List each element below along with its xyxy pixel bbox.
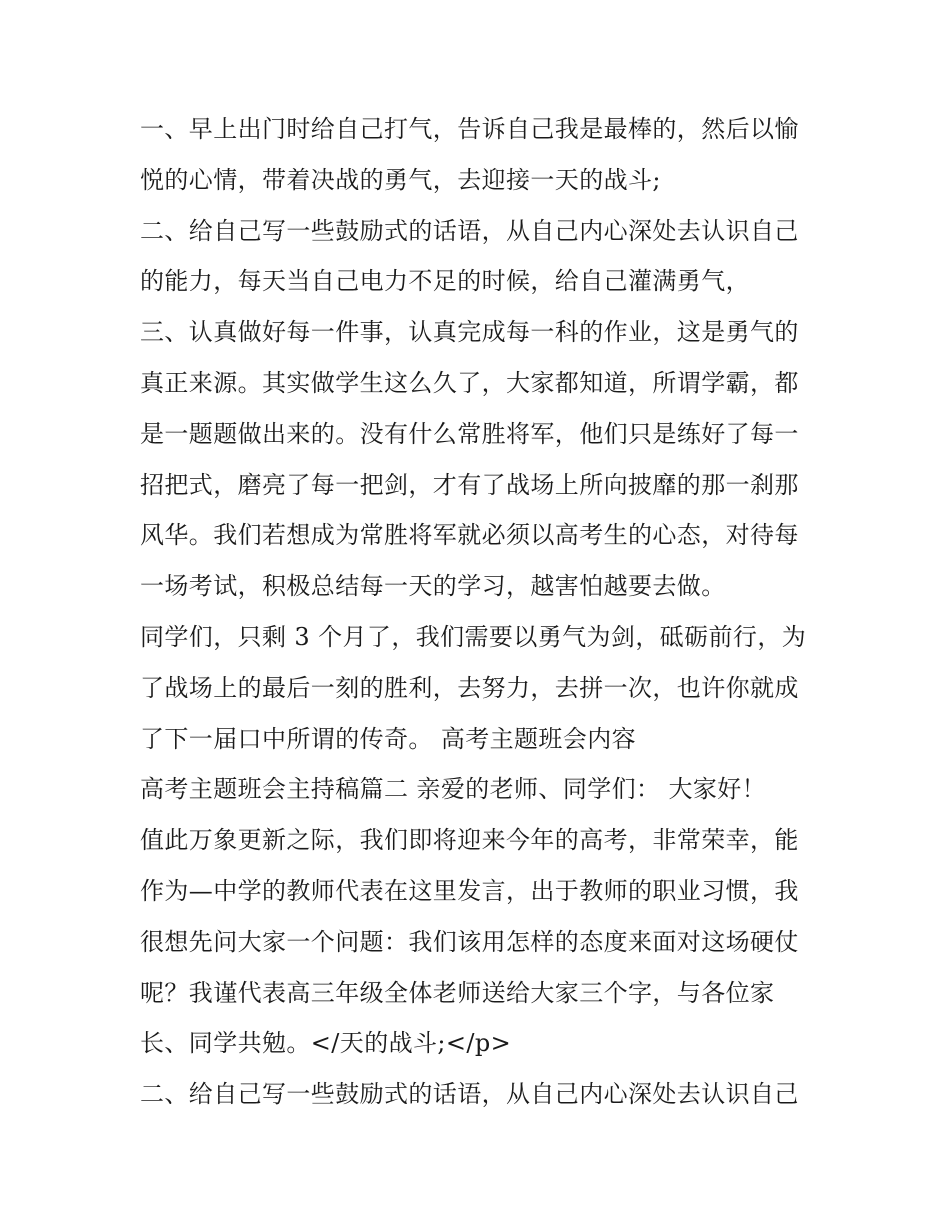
text-line: 悦的心情，带着决战的勇气，去迎接一天的战斗; — [140, 165, 661, 194]
text-line: 的能力，每天当自己电力不足的时候，给自己灌满勇气， — [140, 267, 750, 296]
text-line: 风华。我们若想成为常胜将军就必须以高考生的心态，对待每 — [140, 521, 799, 550]
text-line: 一场考试，积极总结每一天的学习，越害怕越要去做。 — [140, 572, 726, 601]
text-line: 真正来源。其实做学生这么久了，大家都知道，所谓学霸，都 — [140, 368, 799, 397]
text-line: 很想先问大家一个问题：我们该用怎样的态度来面对这场硬仗 — [140, 927, 799, 956]
text-line: 二、给自己写一些鼓励式的话语，从自己内心深处去认识自己 — [140, 1080, 799, 1109]
text-line: 了战场上的最后一刻的胜利，去努力，去拼一次，也许你就成 — [140, 673, 799, 702]
text-line: 高考主题班会主持稿篇二 亲爱的老师、同学们： 大家好！ — [140, 775, 767, 804]
text-line: 了下一届口中所谓的传奇。 高考主题班会内容 — [140, 724, 637, 753]
text-line: 同学们，只剩 3 个月了，我们需要以勇气为剑，砥砺前行，为 — [140, 622, 807, 651]
text-line: 一、早上出门时给自己打气，告诉自己我是最棒的，然后以愉 — [140, 115, 799, 143]
text-line: 是一题题做出来的。没有什么常胜将军，他们只是练好了每一 — [140, 419, 799, 448]
text-line: 三、认真做好每一件事，认真完成每一科的作业，这是勇气的 — [140, 318, 799, 347]
text-line: 长、同学共勉。</天的战斗;</p> — [140, 1029, 512, 1058]
text-line: 招把式，磨亮了每一把剑，才有了战场上所向披靡的那一刹那 — [140, 470, 799, 499]
text-line: 作为—中学的教师代表在这里发言，出于教师的职业习惯，我 — [140, 876, 799, 905]
text-line: 二、给自己写一些鼓励式的话语，从自己内心深处去认识自己 — [140, 216, 799, 245]
text-line: 值此万象更新之际，我们即将迎来今年的高考，非常荣幸，能 — [140, 826, 799, 855]
text-line: 呢？我谨代表高三年级全体老师送给大家三个字，与各位家 — [140, 978, 775, 1007]
document-body — [140, 104, 820, 1120]
